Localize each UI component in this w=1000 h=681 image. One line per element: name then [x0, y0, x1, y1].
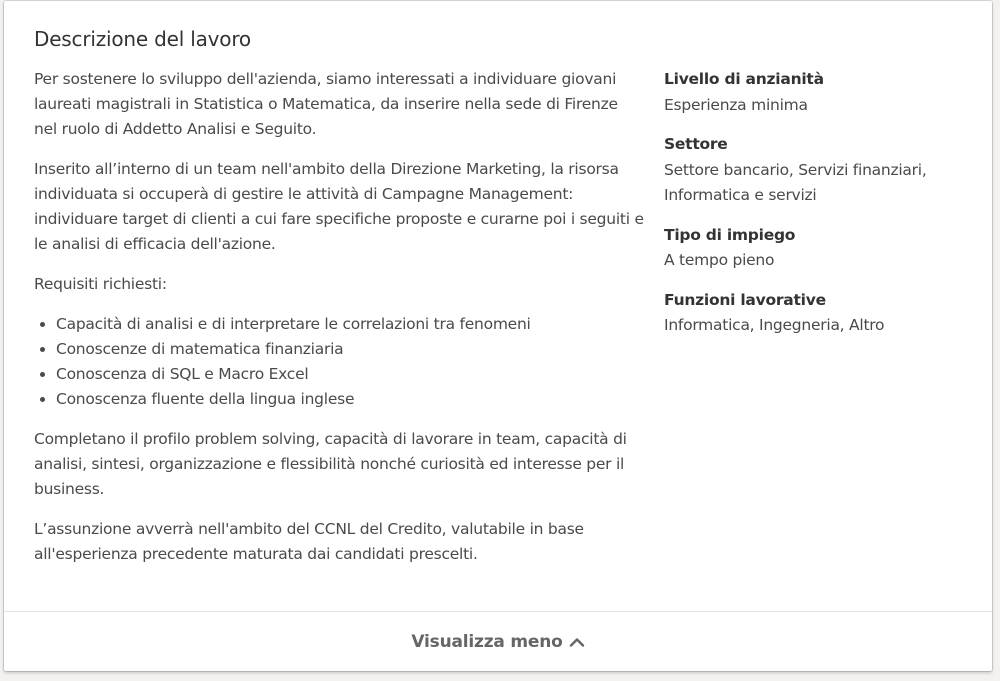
- criteria-value: Esperienza minima: [664, 95, 808, 114]
- requirements-heading: Requisiti richiesti:: [34, 275, 167, 293]
- description-paragraph: Per sostenere lo sviluppo dell'azienda, siamo interessati a individuare giovani laureati magistrali in Statistica o Matematica, da inserire nella sede di Firenze nel ruolo di Addetto Analisi e Seguito.: [34, 70, 618, 138]
- description-paragraph: L’assunzione avverrà nell'ambito del CCNL del Credito, valutabile in base all'esperienza precedente maturata dai candidati prescelti.: [34, 520, 584, 563]
- criteria-value: A tempo pieno: [664, 251, 775, 269]
- description-paragraph: Inserito all’interno di un team nell'ambito della Direzione Marketing, la risorsa individuata si occuperà di gestire le attività di Campagne Management: individuare target di clienti a cui fare specifiche proposte e curarne poi i seguiti e le analisi di efficacia dell'azione.: [34, 160, 644, 253]
- criteria-label: Tipo di impiego: [664, 225, 796, 244]
- criteria-label: Settore: [664, 135, 728, 153]
- show-less-label: Visualizza meno: [411, 631, 563, 652]
- criteria-employment-type: [664, 223, 974, 274]
- show-less-button[interactable]: [403, 628, 592, 656]
- chevron-up-icon: [569, 636, 585, 648]
- criteria-label: Livello di anzianità: [664, 70, 824, 88]
- section-title: Descrizione del lavoro: [34, 27, 251, 51]
- requirements-list: [34, 312, 644, 412]
- criteria-industry: [664, 132, 974, 209]
- card-footer: [4, 612, 992, 671]
- job-description-card: [4, 1, 992, 671]
- list-item: • Conoscenza di SQL e Macro Excel: [56, 362, 644, 387]
- job-description-text: [34, 67, 644, 582]
- criteria-seniority: [664, 67, 974, 118]
- description-paragraph: Completano il profilo problem solving, capacità di lavorare in team, capacità di analisi, sintesi, organizzazione e flessibilità nonché curiosità ed interesse per il business.: [34, 430, 627, 498]
- criteria-value: Informatica, Ingegneria, Altro: [664, 316, 885, 334]
- criteria-label: Funzioni lavorative: [664, 290, 826, 309]
- criteria-job-functions: [664, 288, 974, 339]
- criteria-value: Settore bancario, Servizi finanziari, Informatica e servizi: [664, 160, 927, 204]
- job-criteria-list: [664, 67, 974, 353]
- list-item: • Conoscenza fluente della lingua inglese: [56, 387, 644, 412]
- list-item: • Conoscenze di matematica finanziaria: [56, 337, 644, 362]
- list-item: • Capacità di analisi e di interpretare le correlazioni tra fenomeni: [56, 312, 644, 337]
